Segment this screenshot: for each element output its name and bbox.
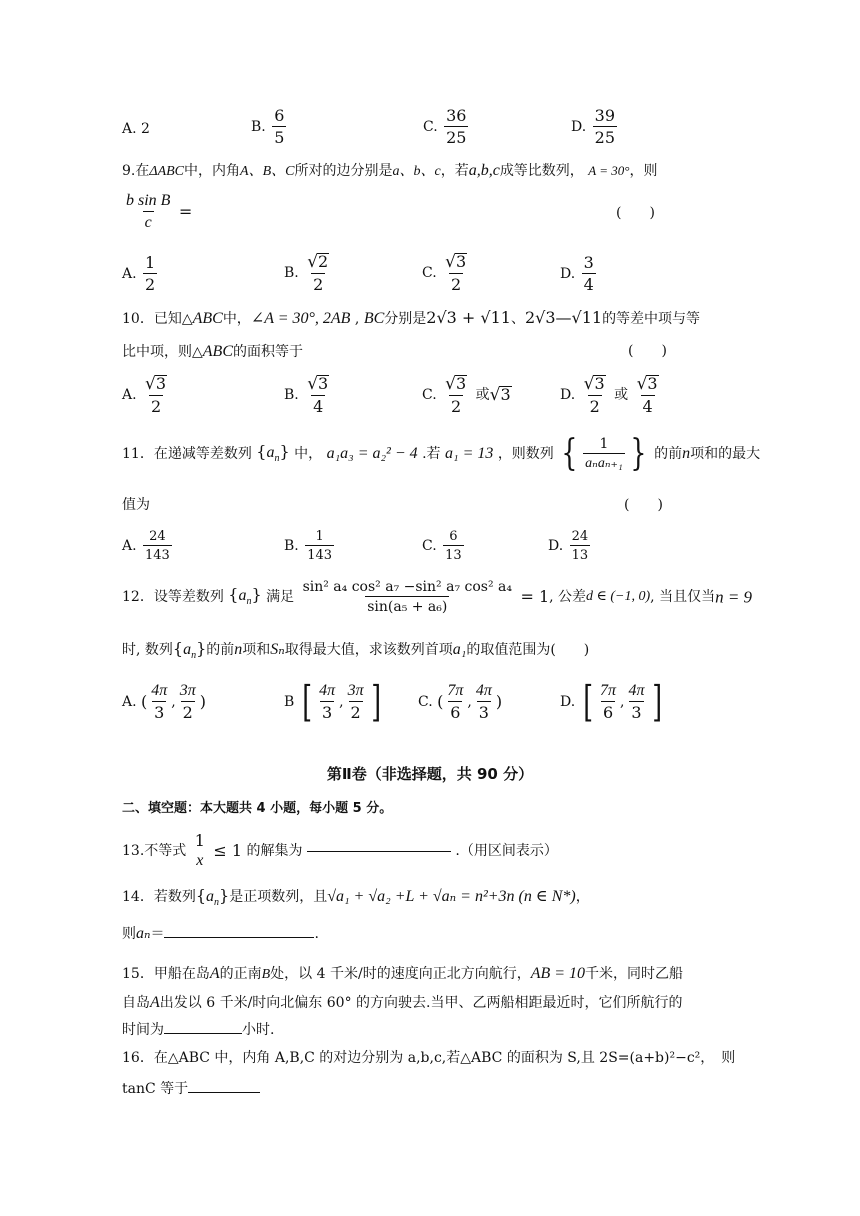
q10-option-c: C. $\frac{√3}{2}$ 或√3 [422, 374, 511, 416]
q16-stem-line1: 16．在△ABC 中，内角 A,B,C 的对边分别为 a,b,c,若△ABC 的面积为 S,且 2S=(a+b)²−c²， 则 [122, 1050, 736, 1066]
q15-answer-blank[interactable] [164, 1032, 242, 1034]
q9-stem-line1: 9.在ΔABC中，内角A、B、C所对的边分别是a、b、c，若a,b,c成等比数列， A = 30°，则 [122, 162, 658, 179]
q15-stem-line3: 时间为 小时. [122, 1022, 275, 1038]
q9-expression: $\frac{\text{b sin B}}{c}$ = [126, 192, 193, 231]
q11-option-c: C. $\frac{6}{13}$ [422, 529, 462, 563]
q9-option-b: B. $\frac{√2}{2}$ [284, 252, 329, 294]
section-subtitle: 二、填空题：本大题共 4 小题，每小题 5 分。 [122, 801, 393, 816]
q9-option-a: A. $\frac{1}{2}$ [122, 253, 156, 294]
q10-option-b: B. $\frac{√3}{4}$ [284, 374, 329, 416]
q8-option-a: A. 2 [122, 121, 150, 137]
q9-option-c: C. $\frac{√3}{2}$ [422, 252, 467, 294]
q11-answer-paren: ( ) [624, 497, 663, 513]
q11-stem-line2: 值为 [122, 497, 150, 513]
q12-option-c: C. ( $\frac{7\pi}{6}$ , $\frac{4\pi}{3}$ ) [418, 682, 503, 722]
q11-option-a: A. $\frac{24}{143}$ [122, 529, 170, 563]
q16-answer-blank[interactable] [188, 1091, 260, 1093]
q14-stem-line1: 14．若数列$\{a_n\}$是正项数列，且√a₁ + √a₂ +L + √aₙ = n²+3n (n ∈ N*)， [122, 886, 590, 909]
q10-answer-paren: ( ) [628, 343, 667, 359]
q16-stem-line2: tanC 等于 [122, 1082, 260, 1096]
q10-option-d: D. $\frac{√3}{2}$ 或 $\frac{√3}{4}$ [560, 374, 658, 416]
q15-stem-line1: 15．甲船在岛A的正南B处，以 4 千米/时的速度向正北方向航行，AB = 10千米，同时乙船 [122, 965, 684, 982]
q10-option-a: A. $\frac{√3}{2}$ [122, 374, 167, 416]
q8-option-d: D. $\frac{39}{25}$ [571, 106, 615, 147]
q12-stem-line1: 12．设等差数列 $\{a_n\}$ 满足 $\frac{\text{sin² a₄ cos² a₇ −sin² a₇ cos² a₄}}{\text{sin(a₅ + a₆)}}$ = 1, 公差d ∈ (−1, 0), 当且仅当n = 9 [122, 579, 753, 615]
q9-option-d: D. $\frac{3}{4}$ [560, 253, 594, 294]
q12-option-a: A. ( $\frac{4\pi}{3}$ , $\frac{3\pi}{2}$ ) [122, 682, 206, 722]
q8-option-b: B. $\frac{6}{5}$ [251, 106, 285, 147]
q13-stem: 13.不等式 1 x ≤ 1 的解集为 .（用区间表示） [122, 831, 558, 869]
q14-stem-line2: 则aₙ＝ . [122, 925, 319, 942]
q15-stem-line2: 自岛A出发以 6 千米/时向北偏东 60° 的方向驶去.当甲、乙两船相距最近时，它们所航行的 [122, 994, 683, 1011]
q11-option-b: B. $\frac{1}{143}$ [284, 529, 333, 563]
q11-option-d: D. $\frac{24}{13}$ [548, 529, 589, 563]
q12-option-b: B [ $\frac{4\pi}{3}$ , $\frac{3\pi}{2}$ ] [284, 677, 381, 726]
q9-answer-paren: ( ) [616, 205, 655, 221]
section-title: 第Ⅱ卷（非选择题，共 90 分） [326, 765, 534, 783]
q8-option-c: C. $\frac{36}{25}$ [423, 106, 467, 147]
q13-answer-blank[interactable] [307, 850, 451, 852]
q12-option-d: D. [ $\frac{7\pi}{6}$ , $\frac{4\pi}{3}$ ] [560, 677, 662, 726]
q11-stem-line1: 11．在递减等差数列 $\{a_n\}$ 中， a₁a₃ = a₂² − 4 .若 a₁ = 13 ，则数列 { $\frac{1}{\text{aₙaₙ₊₁}}$ } 的前n项和的最大 [122, 433, 761, 474]
q10-stem-line2: 比中项，则△ABC的面积等于 [122, 343, 303, 360]
q10-stem-line1: 10．已知△ABC中，∠A = 30°, 2AB , BC分别是2√3 + √11、2√3—√11的等差中项与等 [122, 308, 701, 327]
q14-answer-blank[interactable] [164, 936, 314, 938]
q12-stem-line2: 时, 数列$\{a_n\}$的前n项和Sₙ取得最大值，求该数列首项a₁的取值范围为( ) [122, 639, 590, 662]
